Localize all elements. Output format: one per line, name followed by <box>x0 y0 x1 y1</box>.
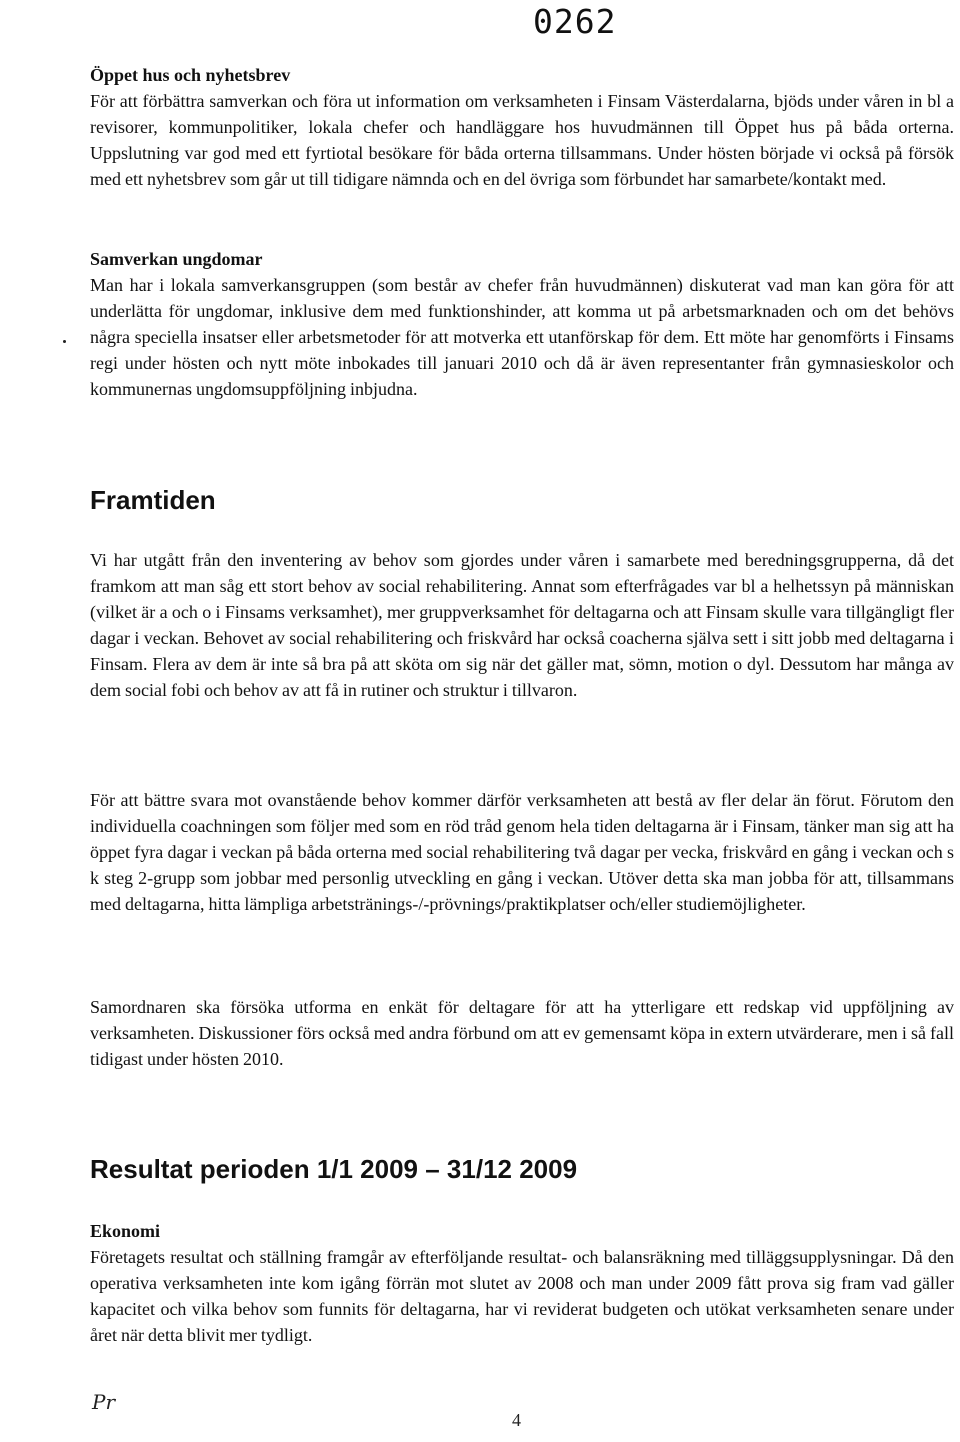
section-ekonomi <box>90 1218 954 1348</box>
framtiden-paragraph-3 <box>90 994 954 1072</box>
section-heading: Resultat perioden 1/1 2009 – 31/12 2009 <box>90 1154 578 1184</box>
paragraph: Samordnaren ska försöka utforma en enkät för deltagare för att ha ytterligare ett redskap vid uppföljning av verksamheten. Diskussioner förs också med andra förbund om att ev gemensamt köpa in extern utvärderare, men i så fall tidigast under hösten 2010. <box>90 997 954 1069</box>
handwritten-initials: Pr <box>92 1390 116 1414</box>
page-number: 4 <box>512 1410 521 1430</box>
section-framtiden-heading-block <box>90 484 954 516</box>
section-oppet-hus <box>90 62 954 192</box>
framtiden-paragraph-1 <box>90 547 954 703</box>
section-resultat-heading-block <box>90 1153 954 1185</box>
paragraph: Företagets resultat och ställning framgår av efterföljande resultat- och balansräkning med tilläggsupplysningar. Då den operativa verksamheten inte kom igång förrän mot slutet av 2008 och man under 2009 fått prova sig fram vad gäller kapacitet och vilka behov som funnits för deltagarna, har vi reviderat budgeten och utökat verksamheten senare under året när detta blivit mer tydligt. <box>90 1247 954 1345</box>
subsection-heading: Ekonomi <box>90 1221 161 1241</box>
section-heading: Öppet hus och nyhetsbrev <box>90 65 291 85</box>
section-heading: Samverkan ungdomar <box>90 249 263 269</box>
paragraph: Vi har utgått från den inventering av behov som gjordes under våren i samarbete med beredningsgrupperna, då det framkom att man såg ett stort behov av social rehabilitering. Annat som efterfrågades var bl a helhetssyn på människan (vilket är a och o i Finsams verksamhet), mer gruppverksamhet för deltagarna och att Finsam skulle vara tillgängligt fler dagar i veckan. Behovet av social rehabilitering och friskvård har också coacherna själva sett i sitt jobb med deltagarna i Finsam. Flera av dem är inte så bra på att sköta om sig när det gäller mat, sömn, motion o dyl. Dessutom har många av dem social fobi och behov av att få in rutiner och struktur i tillvaron. <box>90 550 954 700</box>
paragraph: Man har i lokala samverkansgruppen (som består av chefer från huvudmännen) diskuterat vad man kan göra för att underlätta för ungdomar, inklusive dem med funktionshinder, att komma ut på arbetsmarknaden och om det behövs några speciella insatser eller arbetsmetoder för att motverka ett utanförskap för dem. Ett möte har genomförts i Finsams regi under hösten och nytt möte inbokades till januari 2010 och då är även representanter från gymnasieskolor och kommunernas ungdomsuppföljning inbjudna. <box>90 275 954 399</box>
paragraph: För att förbättra samverkan och föra ut information om verksamheten i Finsam Västerdalarna, bjöds under våren in bl a revisorer, kommunpolitiker, lokala chefer och handläggare hos huvudmännen till Öppet hus på båda orterna. Uppslutning var god med ett fyrtiotal besökare för båda orterna tillsammans. Under hösten började vi också på försök med ett nyhetsbrev som går ut till tidigare nämnda och en del övriga som förbundet har samarbete/kontakt med. <box>90 91 954 189</box>
paragraph: För att bättre svara mot ovanstående behov kommer därför verksamheten att bestå av fler delar än förut. Förutom den individuella coachningen som följer med som en röd tråd genom hela tiden deltagarna är i Finsam, tänker man sig att ha öppet fyra dagar i veckan på båda orterna med social rehabilitering två dagar per vecka, friskvård en gång i veckan och s k steg 2-grupp som jobbar med personlig utveckling en gång i veckan. Utöver detta ska man jobba för att, tillsammans med deltagarna, hitta lämpliga arbetstränings-/-prövnings/praktikplatser och/eller studiemöjligheter. <box>90 790 954 914</box>
margin-mark <box>63 340 66 343</box>
section-samverkan-ungdomar <box>90 246 954 402</box>
section-heading: Framtiden <box>90 485 216 515</box>
page-stamp-number: 0262 <box>533 2 617 41</box>
framtiden-paragraph-2 <box>90 787 954 917</box>
